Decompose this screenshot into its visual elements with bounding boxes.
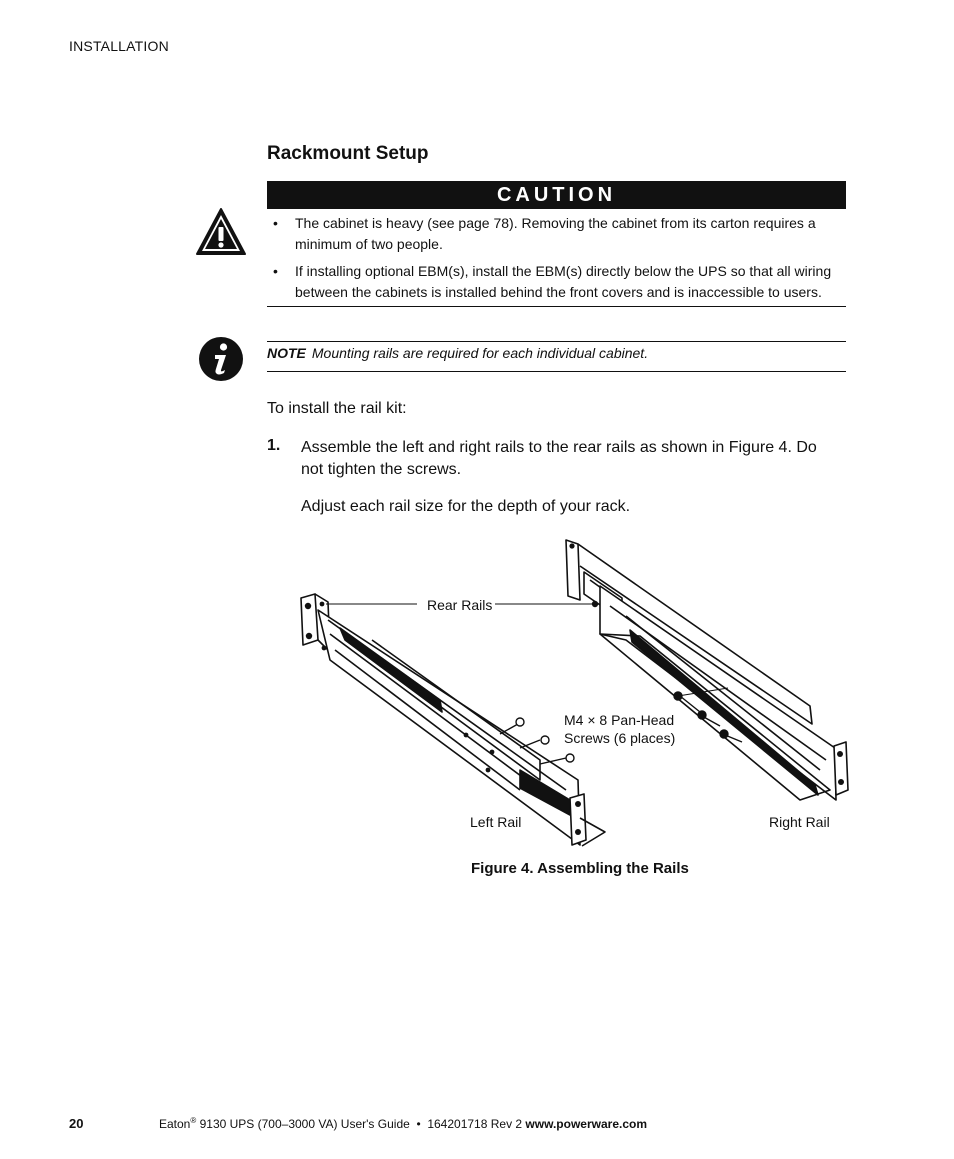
note-text: Mounting rails are required for each individual cabinet. xyxy=(311,345,649,361)
caution-item-text: The cabinet is heavy (see page 78). Removing the cabinet from its carton requires a minimum of two people. xyxy=(295,215,816,252)
right-rail-label: Right Rail xyxy=(769,814,830,830)
bullet-icon: • xyxy=(273,215,278,231)
caution-banner: CAUTION xyxy=(267,181,846,209)
note xyxy=(267,345,648,361)
rail-assembly-illustration xyxy=(290,530,860,850)
procedure-intro: To install the rail kit: xyxy=(267,400,407,417)
registered-mark: ® xyxy=(190,1116,197,1125)
note-bottom-rule xyxy=(267,371,846,372)
step-number: 1. xyxy=(267,437,281,454)
page-number: 20 xyxy=(69,1116,84,1131)
bullet-icon: • xyxy=(273,263,278,279)
caution-item xyxy=(267,261,846,303)
caution-bottom-rule xyxy=(267,306,846,307)
footer-title: 9130 UPS (700–3000 VA) User's Guide • 164201718 Rev 2 xyxy=(196,1117,526,1131)
left-rail-label: Left Rail xyxy=(470,814,522,830)
footer-text xyxy=(159,1116,647,1131)
screws-label-line2: Screws (6 places) xyxy=(564,730,676,746)
page-title: Rackmount Setup xyxy=(267,143,429,164)
section-header: INSTALLATION xyxy=(69,38,169,54)
note-top-rule xyxy=(267,341,846,342)
step-subtext: Adjust each rail size for the depth of your rack. xyxy=(301,498,631,515)
warning-triangle-icon xyxy=(195,207,247,257)
rear-rails-label: Rear Rails xyxy=(427,597,493,613)
caution-item-text: If installing optional EBM(s), install the EBM(s) directly below the UPS so that all wiring between the cabinets is installed behind the front covers and is inaccessible to users. xyxy=(295,263,832,300)
screws-label-line1: M4 × 8 Pan-Head xyxy=(564,712,675,728)
info-icon xyxy=(198,336,244,382)
caution-item xyxy=(267,213,846,255)
figure-caption: Figure 4. Assembling the Rails xyxy=(471,860,689,877)
footer-url[interactable]: www.powerware.com xyxy=(525,1117,647,1131)
caution-list xyxy=(267,213,846,309)
footer-brand: Eaton xyxy=(159,1117,191,1131)
note-label: NOTE xyxy=(267,345,306,361)
step-text: Assemble the left and right rails to the rear rails as shown in Figure 4. Do not tighten the screws. xyxy=(301,439,817,478)
